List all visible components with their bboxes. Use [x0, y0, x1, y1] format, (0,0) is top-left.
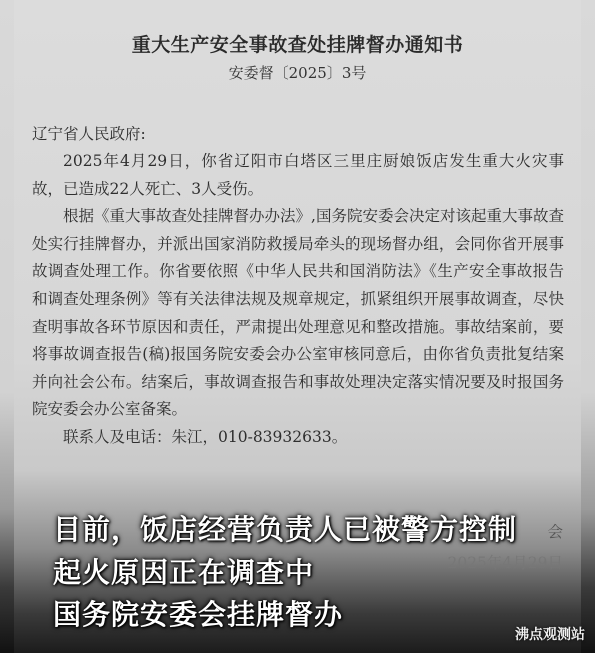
- overlay-caption-3: 国务院安委会挂牌督办: [53, 598, 344, 631]
- body-paragraph-2: 根据《重大事故查处挂牌督办办法》,国务院安委会决定对该起重大事故查处实行挂牌督办，并派出国家消防救援局牵头的现场督办组，会同你省开展事故调查处理工作。你省要依照《中华人民共和国消防法》《生产安全事故报告和调查处理条例》等有关法律法规及规章规定，抓紧组织开展事故调查，尽快查明事故各环节原因和责任，严肃提出处理意见和整改措施。事故结案前，要将事故调查报告(稿)报国务院安委会办公室审核同意后，由你省负责批复结案并向社会公布。结案后，事故调查报告和事故处理决定落实情况要及时报国务院安委会办公室备案。: [32, 207, 564, 419]
- document-number: 安委督〔2025〕3号: [228, 64, 367, 82]
- document-body: [32, 148, 564, 452]
- watermark-text: 沸点观测站: [515, 627, 585, 643]
- overlay-caption-1: 目前，饭店经营负责人已被警方控制: [53, 513, 518, 546]
- contact-line: 联系人及电话：朱江，010-83932633。: [63, 427, 348, 446]
- body-paragraph-1: 2025年4月29日，你省辽阳市白塔区三里庄厨娘饭店发生重大火灾事故，已造成22人死亡、3人受伤。: [32, 152, 564, 198]
- issue-date: 2025年4月29日: [447, 554, 563, 572]
- issuer-name: 会: [547, 523, 563, 541]
- overlay-caption-2: 起火原因正在调查中: [53, 556, 315, 589]
- addressee: 辽宁省人民政府:: [32, 125, 146, 143]
- document-title: 重大生产安全事故查处挂牌督办通知书: [131, 34, 464, 56]
